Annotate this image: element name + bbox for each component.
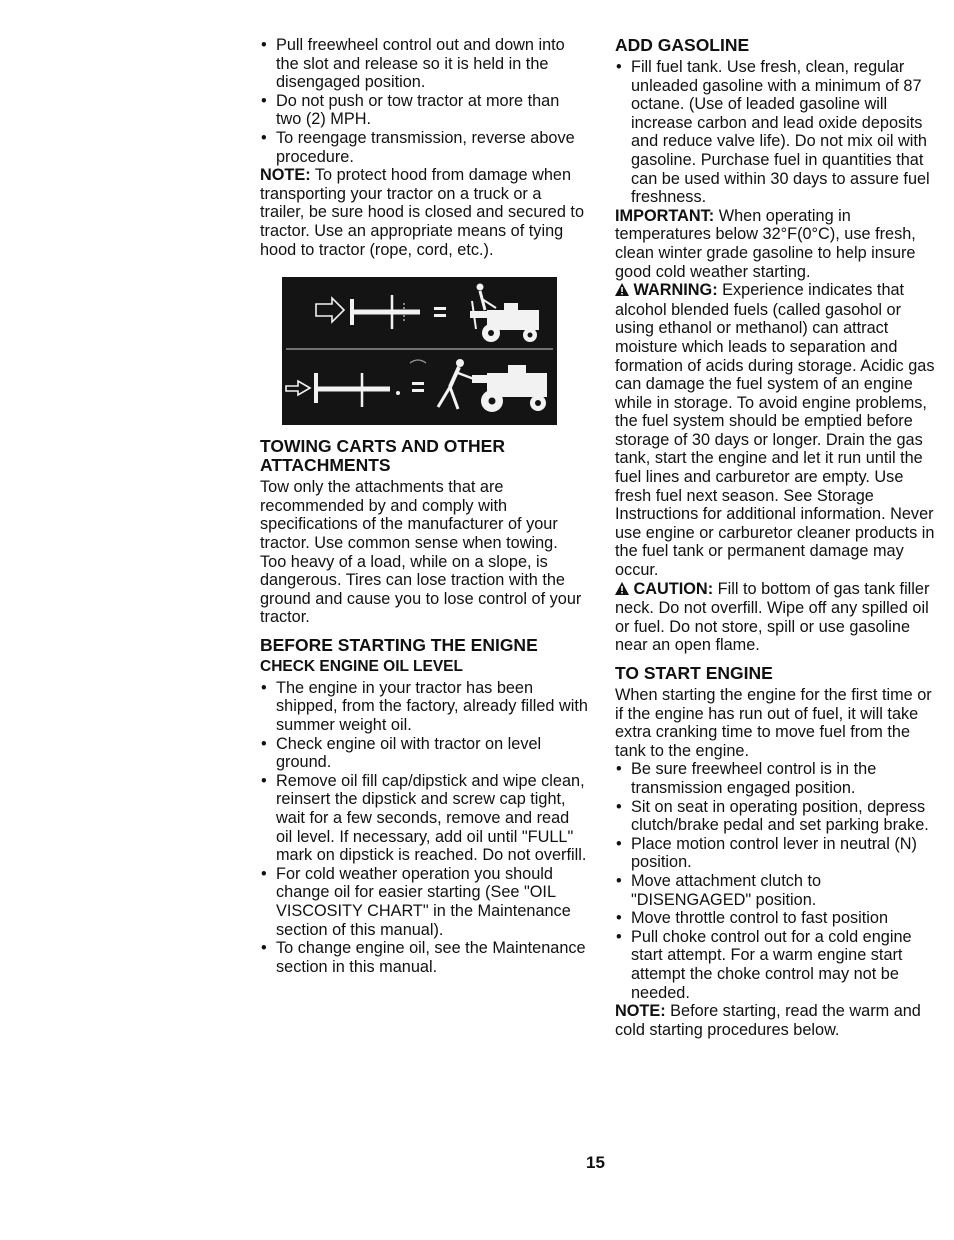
gasoline-bullets bbox=[615, 58, 940, 207]
list-item: • For cold weather operation you should change oil for easier starting (See "OIL VISCOSITY CHART" in the Maintenance section of this manual). bbox=[260, 865, 588, 939]
list-item: • Move throttle control to fast position bbox=[615, 909, 940, 928]
caution-label: CAUTION: bbox=[633, 579, 714, 598]
before-starting-heading: BEFORE STARTING THE ENIGNE bbox=[260, 634, 538, 655]
freewheel-bullets bbox=[260, 36, 588, 166]
list-item: • Check engine oil with tractor on level ground. bbox=[260, 735, 588, 772]
warning-text: Experience indicates that alcohol blended fuels (called gasohol or using ethanol or methanol) can attract moisture which leads to separation and formation of acids during storage. Acidic gas can damage the fuel system of an engine while in storage. To avoid engine problems, the fuel system should be emptied before storage of 30 days or longer. Drain the gas tank, start the engine and let it run until the fuel lines and carburetor are empty. Use fresh fuel next season. See Storage Instructions for additional information. Never use engine or carburetor cleaner products in the fuel tank or permanent damage may occur. bbox=[615, 281, 935, 580]
important-paragraph bbox=[615, 207, 940, 281]
start-engine-paragraph: When starting the engine for the first time or if the engine has run out of fuel, it will take extra cranking time to move fuel from the tank to the engine. bbox=[615, 686, 932, 760]
start-bullets bbox=[615, 760, 940, 1002]
caution-paragraph bbox=[615, 580, 940, 655]
list-item: • Move attachment clutch to "DISENGAGED" position. bbox=[615, 872, 940, 909]
list-item: • Remove oil fill cap/dipstick and wipe clean, reinsert the dipstick and screw cap tight, wait for a few seconds, remove and read oil level. If necessary, add oil until "FULL" mark on dipstick is reached. Do not overfill. bbox=[260, 772, 588, 865]
start-engine-heading: TO START ENGINE bbox=[615, 663, 773, 683]
note-text: Before starting, read the warm and cold starting procedures below. bbox=[615, 1002, 921, 1039]
list-item: • Be sure freewheel control is in the transmission engaged position. bbox=[615, 760, 940, 797]
note-label: NOTE: bbox=[615, 1002, 666, 1021]
list-item: • Sit on seat in operating position, depress clutch/brake pedal and set parking brake. bbox=[615, 798, 940, 835]
add-gasoline-heading: ADD GASOLINE bbox=[615, 35, 750, 55]
list-item: • Place motion control lever in neutral (N) position. bbox=[615, 835, 940, 872]
list-item: • The engine in your tractor has been shipped, from the factory, already filled with summer weight oil. bbox=[260, 679, 588, 735]
list-item: • Do not push or tow tractor at more than two (2) MPH. bbox=[260, 92, 588, 129]
note-text: To protect hood from damage when transporting your tractor on a truck or a trailer, be sure hood is closed and secured to tractor. Use an appropriate means of tying hood to tractor (rope, cord, etc.). bbox=[260, 166, 585, 259]
freewheel-diagram bbox=[282, 277, 557, 425]
towing-heading: TOWING CARTS AND OTHER ATTACHMENTS bbox=[260, 436, 505, 476]
list-item: • Fill fuel tank. Use fresh, clean, regular unleaded gasoline with a minimum of 87 octane. (Use of leaded gasoline will increase carbon and lead oxide deposits and reduce valve life). Do not mix oil with gasoline. Purchase fuel in quantities that can be used within 30 days to assure fuel freshness. bbox=[615, 58, 940, 207]
check-oil-heading: CHECK ENGINE OIL LEVEL bbox=[260, 657, 463, 675]
right-column bbox=[615, 36, 940, 1039]
warning-paragraph bbox=[615, 281, 940, 580]
hood-note bbox=[260, 166, 588, 259]
left-column bbox=[260, 36, 588, 976]
oil-bullets bbox=[260, 679, 588, 977]
important-text: When operating in temperatures below 32°F(0°C), use fresh, clean winter grade gasoline to help insure good cold weather starting. bbox=[615, 206, 916, 281]
page-number: 15 bbox=[586, 1153, 605, 1172]
freewheel-diagram-art bbox=[282, 277, 557, 425]
towing-paragraph: Tow only the attachments that are recommended by and comply with specifications of the manufacturer of your tractor. Use common sense when towing. Too heavy of a load, while on a slope, is dangerous. Tires can lose traction with the ground and cause you to lose control of your tractor. bbox=[260, 478, 582, 627]
caution-text: Fill to bottom of gas tank filler neck. Do not overfill. Wipe off any spilled oil or fuel. Do not store, spill or use gasoline near an open flame. bbox=[615, 579, 930, 655]
list-item: • Pull freewheel control out and down into the slot and release so it is held in the disengaged position. bbox=[260, 36, 588, 92]
note-label: NOTE: bbox=[260, 166, 311, 185]
list-item: • To change engine oil, see the Maintenance section in this manual. bbox=[260, 939, 588, 976]
start-note bbox=[615, 1002, 940, 1039]
warning-triangle-icon bbox=[615, 283, 629, 298]
list-item: • Pull choke control out for a cold engine start attempt. For a warm engine start attempt the choke control may not be needed. bbox=[615, 928, 940, 1002]
list-item: • To reengage transmission, reverse above procedure. bbox=[260, 129, 588, 166]
warning-label: WARNING: bbox=[633, 281, 718, 300]
warning-triangle-icon bbox=[615, 582, 629, 597]
important-label: IMPORTANT: bbox=[615, 206, 715, 225]
